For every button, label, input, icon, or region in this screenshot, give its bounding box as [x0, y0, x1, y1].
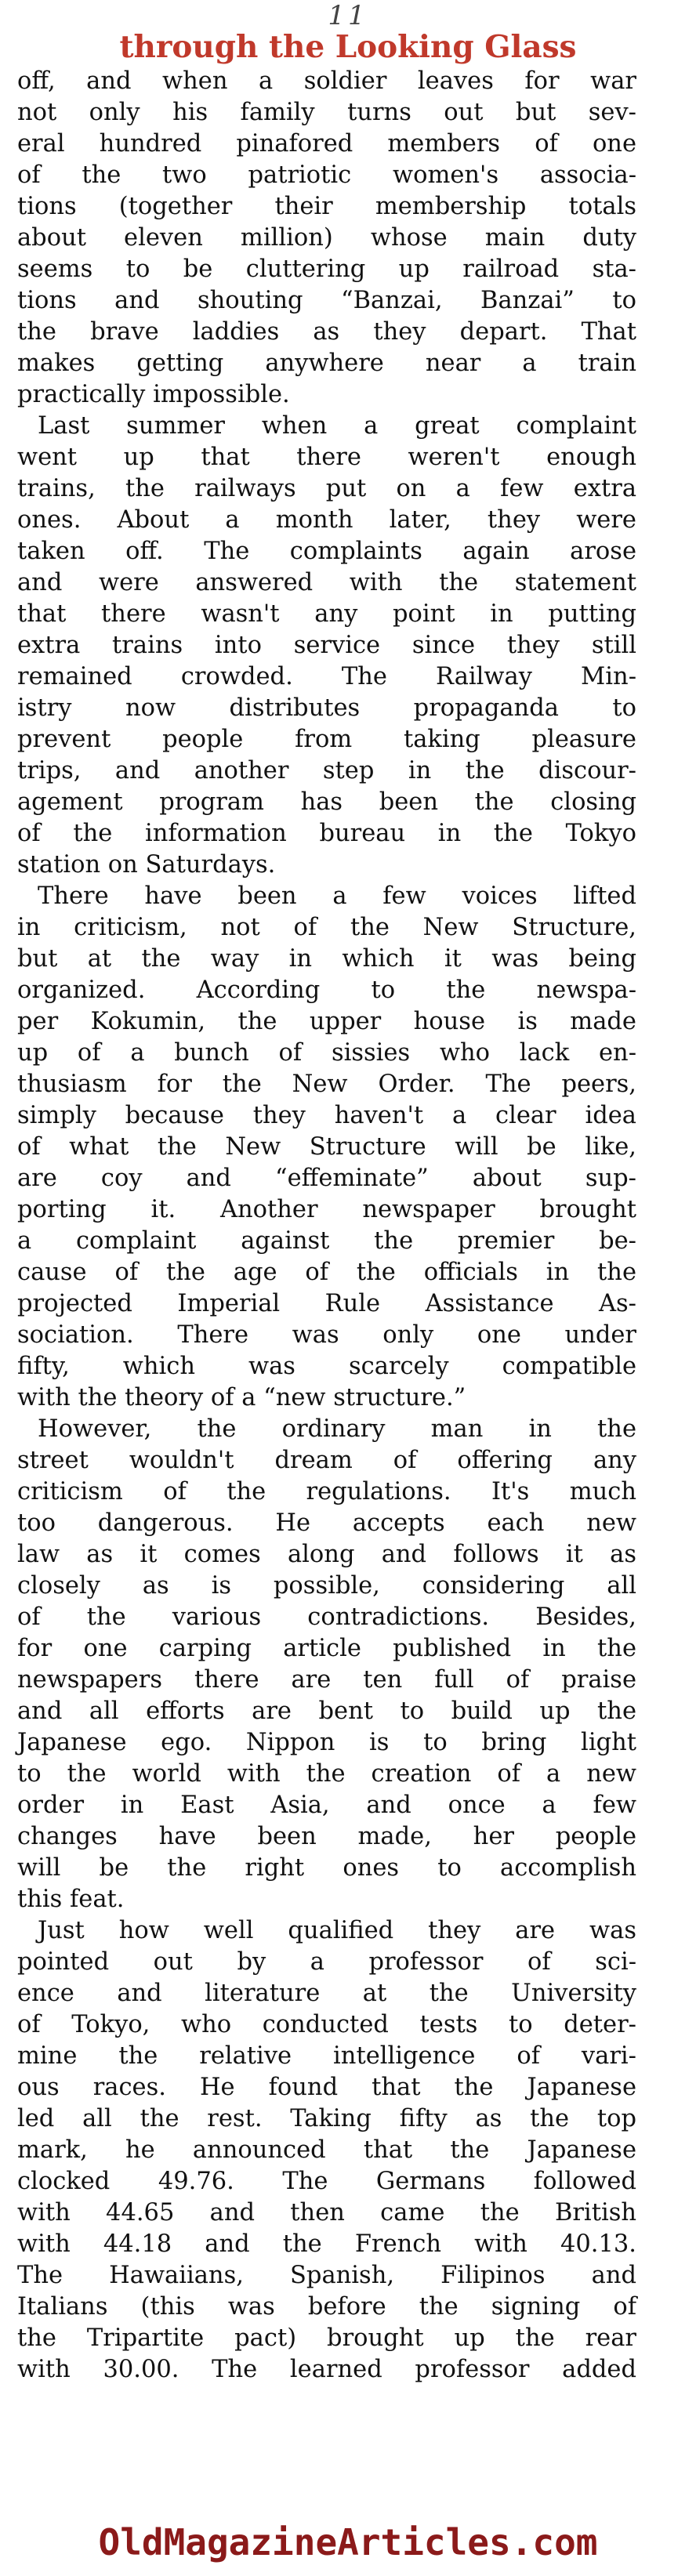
text-line: criticism of the regulations. It's much: [17, 1478, 636, 1505]
text-line: ous races. He found that the Japanese: [17, 2074, 636, 2101]
text-line: order in East Asia, and once a few: [17, 1792, 636, 1819]
text-line: organized. According to the newspa-: [17, 976, 636, 1004]
text-line: porting it. Another newspaper brought: [17, 1196, 636, 1223]
text-line: simply because they haven't a clear idea: [17, 1102, 636, 1129]
text-line: trips, and another step in the discour-: [17, 757, 636, 784]
text-line: There have been a few voices lifted: [38, 882, 636, 910]
text-line: not only his family turns out but sev-: [17, 99, 636, 126]
text-line: practically impossible.: [17, 381, 290, 408]
text-line: and were answered with the statement: [17, 569, 636, 596]
text-line: mark, he announced that the Japanese: [17, 2136, 636, 2164]
text-line: of the two patriotic women's associa-: [17, 161, 636, 189]
text-line: for one carping article published in the: [17, 1635, 636, 1662]
text-line: remained crowded. The Railway Min-: [17, 663, 636, 690]
text-line: prevent people from taking pleasure: [17, 726, 636, 753]
text-line: of Tokyo, who conducted tests to deter-: [17, 2011, 636, 2038]
text-line: Just how well qualified they are was: [38, 1917, 636, 1944]
text-line: to the world with the creation of a new: [17, 1760, 636, 1788]
text-line: and all efforts are bent to build up the: [17, 1697, 636, 1725]
text-line: makes getting anywhere near a train: [17, 350, 636, 377]
text-line: but at the way in which it was being: [17, 945, 636, 973]
text-line: too dangerous. He accepts each new: [17, 1509, 636, 1537]
text-line: went up that there weren't enough: [17, 444, 636, 471]
text-line: the brave laddies as they depart. That: [17, 318, 636, 346]
text-line: Japanese ego. Nippon is to bring light: [17, 1729, 636, 1756]
text-line: of the various contradictions. Besides,: [17, 1603, 636, 1631]
text-line: However, the ordinary man in the: [38, 1415, 636, 1443]
site-watermark: OldMagazineArticles.com: [98, 2521, 598, 2563]
text-line: that there wasn't any point in putting: [17, 600, 636, 628]
text-line: trains, the railways put on a few extra: [17, 475, 636, 502]
text-line: changes have been made, her people: [17, 1823, 636, 1850]
text-line: ence and literature at the University: [17, 1980, 636, 2007]
text-line: of the information bureau in the Tokyo: [17, 820, 636, 847]
text-line: with the theory of a “new structure.”: [17, 1384, 466, 1411]
text-line: tions (together their membership totals: [17, 193, 636, 220]
text-line: with 44.18 and the French with 40.13.: [17, 2230, 636, 2258]
text-line: led all the rest. Taking fifty as the top: [17, 2105, 636, 2132]
text-line: clocked 49.76. The Germans followed: [17, 2168, 636, 2195]
text-line: about eleven million) whose main duty: [17, 224, 636, 252]
text-line: a complaint against the premier be-: [17, 1227, 636, 1255]
text-line: ones. About a month later, they were: [17, 506, 636, 534]
text-line: newspapers there are ten full of praise: [17, 1666, 636, 1694]
section-title: through the Looking Glass: [119, 29, 577, 65]
text-line: of what the New Structure will be like,: [17, 1133, 636, 1161]
text-line: pointed out by a professor of sci-: [17, 1948, 636, 1976]
text-line: station on Saturdays.: [17, 851, 276, 879]
text-line: Last summer when a great complaint: [38, 412, 636, 440]
text-line: this feat.: [17, 1886, 125, 1913]
text-line: taken off. The complaints again arose: [17, 538, 636, 565]
text-line: cause of the age of the officials in the: [17, 1259, 636, 1286]
text-line: eral hundred pinafored members of one: [17, 130, 636, 158]
text-line: extra trains into service since they still: [17, 632, 636, 659]
text-line: in criticism, not of the New Structure,: [17, 914, 636, 941]
text-line: mine the relative intelligence of vari-: [17, 2042, 636, 2070]
text-line: projected Imperial Rule Assistance As-: [17, 1290, 636, 1317]
page-number: 11: [328, 0, 368, 31]
text-line: istry now distributes propaganda to: [17, 694, 636, 722]
text-line: with 44.65 and then came the British: [17, 2199, 636, 2226]
text-line: Italians (this was before the signing of: [17, 2293, 636, 2321]
article-body: [17, 66, 636, 2386]
text-line: fifty, which was scarcely compatible: [17, 1353, 636, 1380]
text-line: closely as is possible, considering all: [17, 1572, 636, 1600]
text-line: sociation. There was only one under: [17, 1321, 636, 1349]
text-line: law as it comes along and follows it as: [17, 1541, 636, 1568]
text-line: agement program has been the closing: [17, 788, 636, 816]
text-line: are coy and “effeminate” about sup-: [17, 1165, 636, 1192]
text-line: tions and shouting “Banzai, Banzai” to: [17, 287, 636, 314]
text-line: the Tripartite pact) brought up the rear: [17, 2324, 636, 2352]
text-line: will be the right ones to accomplish: [17, 1854, 636, 1882]
text-line: street wouldn't dream of offering any: [17, 1447, 636, 1474]
text-line: off, and when a soldier leaves for war: [17, 67, 636, 95]
text-line: up of a bunch of sissies who lack en-: [17, 1039, 636, 1067]
text-line: thusiasm for the New Order. The peers,: [17, 1071, 636, 1098]
text-line: per Kokumin, the upper house is made: [17, 1008, 636, 1035]
text-line: seems to be cluttering up railroad sta-: [17, 255, 636, 283]
text-line: The Hawaiians, Spanish, Filipinos and: [17, 2262, 636, 2289]
text-line: with 30.00. The learned professor added: [17, 2356, 636, 2383]
